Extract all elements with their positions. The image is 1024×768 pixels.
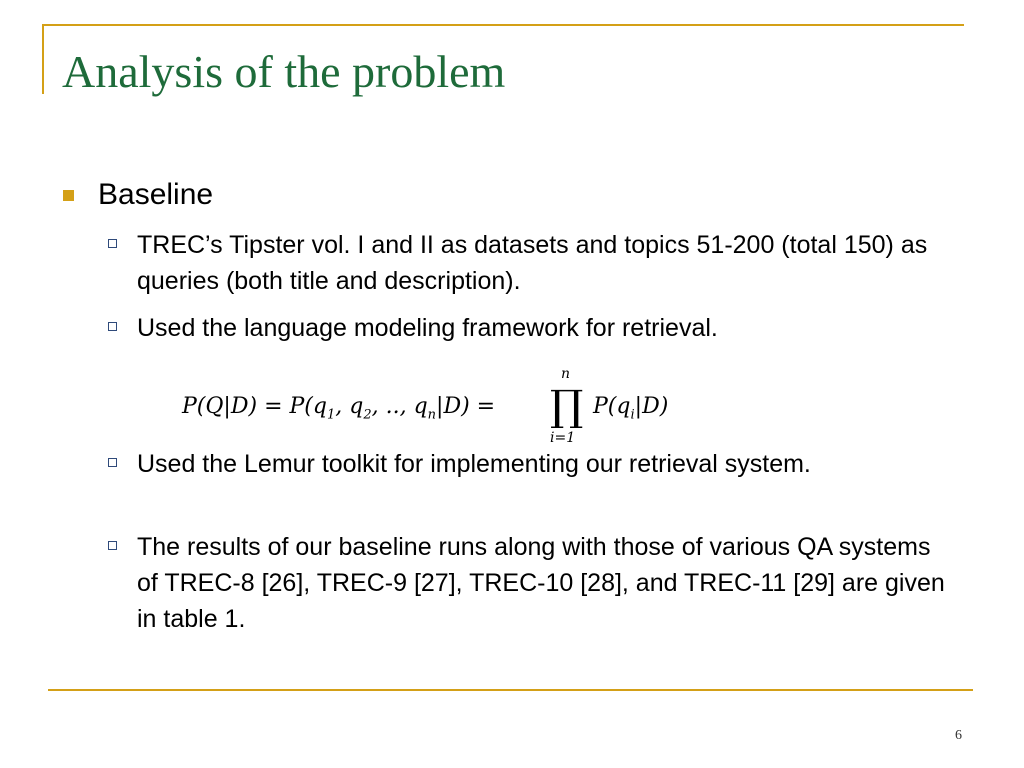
sub-item-text: Used the Lemur toolkit for implementing our retrieval system. [137,450,811,478]
product-symbol: ∏ [550,381,584,430]
hollow-square-icon [108,541,117,550]
query-likelihood-formula [178,366,698,450]
sub-item-text: TREC’s Tipster vol. I and II as datasets and topics 51-200 (total 150) as queries (both title and description). [137,231,928,295]
slide-title: Analysis of the problem [62,46,506,97]
frame-top-line [42,24,964,26]
sub-item-framework [108,310,948,346]
formula-product-term: $P(q_i|D)$ [593,394,669,423]
hollow-square-icon [108,322,117,331]
formula-lhs: $P(Q|D) = P(q_1$, $q_2$, .., $q_n|D$) = [182,394,496,423]
sub-item-results [108,529,948,637]
sub-item-text: The results of our baseline runs along with those of various QA systems of TREC-8 [26], TREC-9 [27], TREC-10 [28], and TREC-11 [29] are given in table 1. [137,533,945,633]
product-upper-limit: n [561,366,571,382]
hollow-square-icon [108,239,117,248]
gold-square-icon [63,190,74,201]
hollow-square-icon [108,458,117,467]
sub-item-lemur [108,446,948,518]
sub-item-datasets [108,227,948,299]
bullet-baseline-label: Baseline [98,178,214,211]
frame-bottom-line [48,689,973,691]
product-lower-limit: i=1 [550,430,576,446]
frame-left-line [42,24,44,94]
bullet-baseline [63,177,213,213]
page-number: 6 [955,728,962,743]
sub-item-text: Used the language modeling framework for retrieval. [137,314,718,342]
